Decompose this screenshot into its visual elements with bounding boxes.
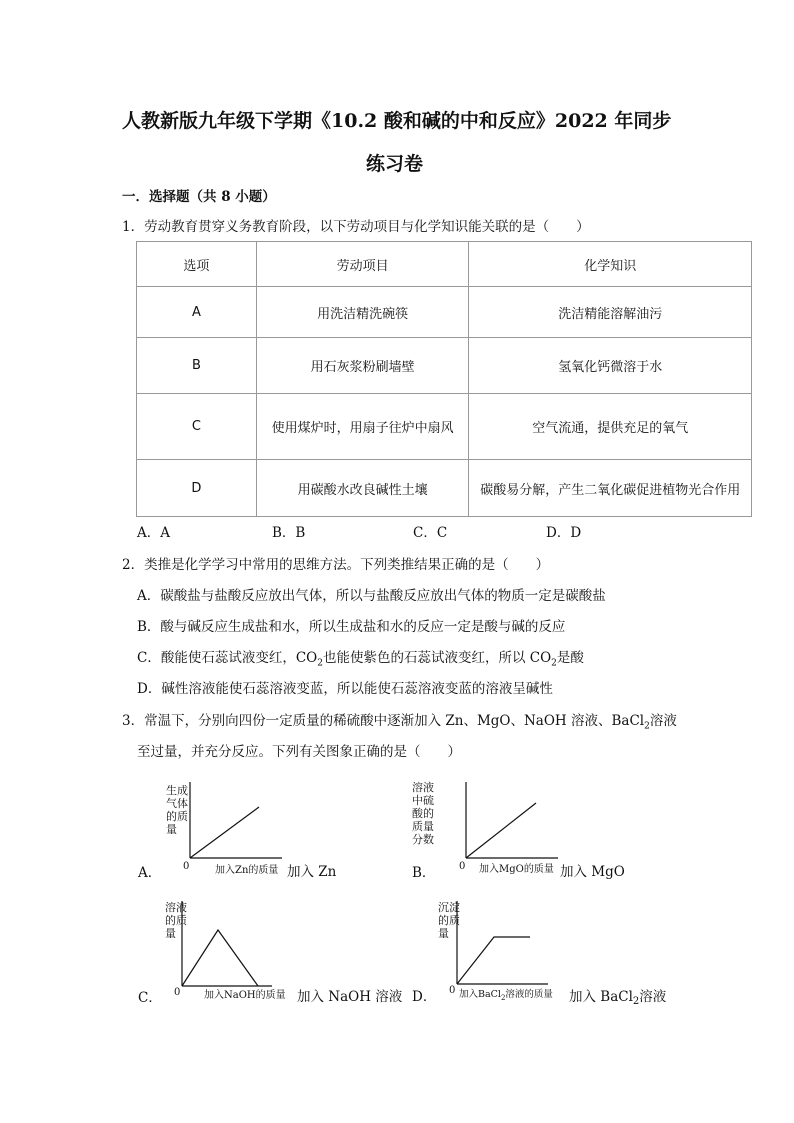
- x-axis-label: 加入MgO的质量: [479, 864, 554, 875]
- graph-c: [132, 897, 412, 1012]
- table-cell: 空气流通，提供充足的氧气: [469, 394, 752, 460]
- graph-a-svg: [132, 780, 392, 890]
- y-label-line: 分数: [412, 833, 434, 846]
- graph-letter: D．: [412, 989, 437, 1005]
- y-label-line: 的质: [166, 810, 188, 823]
- graph-line: [182, 930, 258, 986]
- table-header-cell: 选项: [137, 242, 257, 287]
- doc-title-line2: 练习卷: [366, 153, 424, 175]
- y-label-line: 量: [166, 823, 177, 836]
- table-row: [137, 287, 752, 338]
- graph-caption: 加入 Zn: [287, 864, 337, 880]
- graph-a: [132, 780, 392, 890]
- table-row: [137, 394, 752, 460]
- table-cell: 使用煤炉时，用扇子往炉中扇风: [256, 394, 469, 460]
- graph-d: [408, 897, 698, 1012]
- origin-label: 0: [183, 861, 190, 872]
- table-row: [137, 460, 752, 517]
- table-cell: D: [137, 460, 257, 517]
- q2-option-c: C．酸能使石蕊试液变红，$CO_2$也能使紫色的石蕊试液变红，所以 $CO_2$是酸: [137, 650, 584, 669]
- q1-table: [136, 241, 752, 517]
- q3-stem-line2: 至过量，并充分反应。下列有关图象正确的是（ ）: [137, 744, 461, 760]
- origin-label: 0: [449, 985, 456, 996]
- graph-letter: B．: [412, 865, 436, 881]
- table-cell: 碳酸易分解，产生二氧化碳促进植物光合作用: [469, 460, 752, 517]
- doc-title-line1: 人教新版九年级下学期《10.2 酸和碱的中和反应》2022 年同步: [122, 110, 672, 132]
- y-label-line: 生成: [166, 784, 188, 797]
- graph-letter: A．: [138, 865, 162, 881]
- graph-d-svg: [408, 897, 698, 1012]
- graph-caption: 加入 NaOH 溶液: [297, 989, 403, 1005]
- x-axis-label: 加入NaOH的质量: [204, 990, 286, 1001]
- table-row: [137, 338, 752, 394]
- origin-label: 0: [459, 861, 466, 872]
- graph-line: [466, 803, 536, 858]
- graph-caption: 加入 MgO: [560, 864, 625, 880]
- table-cell: B: [137, 338, 257, 394]
- table-cell: 氢氧化钙微溶于水: [469, 338, 752, 394]
- origin-label: 0: [174, 987, 181, 998]
- x-axis-label: 加入BaCl$_2$溶液的质量: [459, 989, 553, 1002]
- graph-b-svg: [408, 776, 668, 890]
- y-label-line: 的质: [438, 914, 460, 927]
- q1-option-b: B．B: [272, 525, 306, 541]
- table-cell: 用洗洁精洗碗筷: [256, 287, 469, 338]
- q1-option-a: A．A: [137, 525, 170, 541]
- table-cell: 洗洁精能溶解油污: [469, 287, 752, 338]
- table-header-cell: 化学知识: [469, 242, 752, 287]
- y-label-line: 溶液: [412, 781, 434, 794]
- table-header-row: [137, 242, 752, 287]
- q1-option-d: D．D: [546, 525, 582, 541]
- q2-option-d: D．碱性溶液能使石蕊溶液变蓝，所以能使石蕊溶液变蓝的溶液呈碱性: [137, 681, 553, 697]
- q2-option-a: A．碳酸盐与盐酸反应放出气体，所以与盐酸反应放出气体的物质一定是碳酸盐: [137, 588, 606, 604]
- table-cell: C: [137, 394, 257, 460]
- y-label-line: 溶液: [165, 901, 187, 914]
- graph-c-svg: [132, 897, 412, 1012]
- y-label-line: 质量: [412, 820, 434, 833]
- q1-stem: 1．劳动教育贯穿义务教育阶段，以下劳动项目与化学知识能关联的是（ ）: [122, 219, 590, 235]
- q2-stem: 2．类推是化学学习中常用的思维方法。下列类推结果正确的是（ ）: [122, 557, 550, 573]
- graph-caption: 加入 BaCl$_2$溶液: [569, 989, 667, 1007]
- q3-stem-line1: 3．常温下，分别向四份一定质量的稀硫酸中逐渐加入 Zn、MgO、NaOH 溶液、BaCl$_2$溶液: [122, 713, 677, 732]
- y-label-line: 酸的: [412, 807, 434, 820]
- q2-option-b: B．酸与碱反应生成盐和水，所以生成盐和水的反应一定是酸与碱的反应: [137, 619, 566, 635]
- y-label-line: 的质: [165, 914, 187, 927]
- table-header-cell: 劳动项目: [256, 242, 469, 287]
- table-cell: 用石灰浆粉刷墙壁: [256, 338, 469, 394]
- q1-option-c: C．C: [413, 525, 448, 541]
- y-label-line: 气体: [166, 797, 188, 810]
- table-cell: 用碳酸水改良碱性土壤: [256, 460, 469, 517]
- section-header: 一．选择题（共 8 小题）: [122, 189, 276, 205]
- graph-letter: C．: [138, 990, 162, 1006]
- y-label-line: 量: [438, 927, 449, 940]
- graph-line: [457, 937, 530, 984]
- graph-b: [408, 776, 668, 890]
- x-axis-label: 加入Zn的质量: [215, 865, 279, 876]
- y-label-line: 沉淀: [438, 901, 460, 914]
- y-label-line: 中硫: [412, 794, 434, 807]
- table-cell: A: [137, 287, 257, 338]
- graph-line: [190, 807, 259, 858]
- y-label-line: 量: [165, 927, 176, 940]
